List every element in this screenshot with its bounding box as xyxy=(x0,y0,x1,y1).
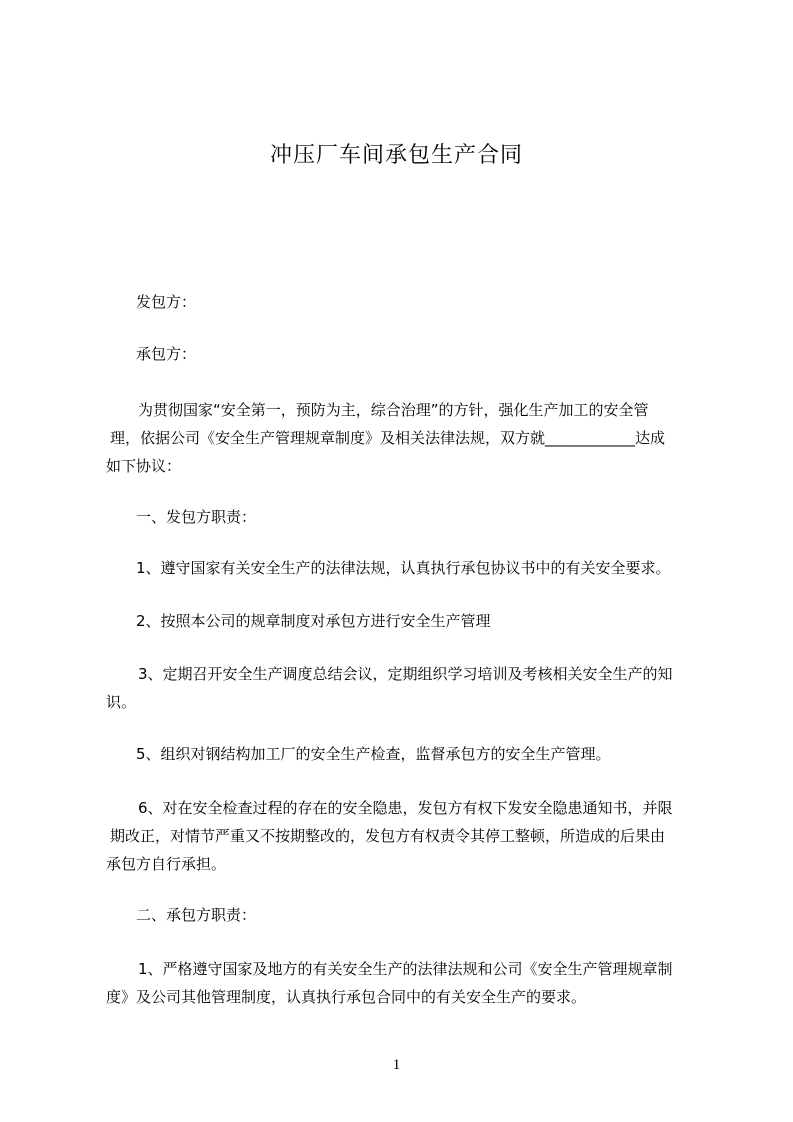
section1-item2-text: 2、按照本公司的规章制度对承包方进行安全生产管理 xyxy=(136,612,491,630)
section2-heading-text: 二、承包方职责： xyxy=(136,906,257,924)
party-b-label xyxy=(106,340,716,368)
party-a-text: 发包方： xyxy=(136,293,197,311)
preamble-paragraph xyxy=(106,396,716,480)
section1-heading xyxy=(106,503,716,531)
section2-item1 xyxy=(106,955,716,1011)
section1-item6-line-3: 承包方自行承担。 xyxy=(106,855,227,873)
preamble-line-2: 理，依据公司《安全生产管理规章制度》及相关法律法规，双方就____________达成 xyxy=(110,429,666,447)
section1-item5-text: 5、组织对钢结构加工厂的安全生产检查，监督承包方的安全生产管理。 xyxy=(136,745,611,763)
party-b-text: 承包方： xyxy=(136,345,197,363)
section1-item6 xyxy=(106,794,716,878)
preamble-line-1: 为贯彻国家“安全第一，预防为主，综合治理”的方针，强化生产加工的安全管 xyxy=(138,401,649,419)
section1-item1 xyxy=(106,554,716,582)
section1-item3-line-2: 识。 xyxy=(106,693,137,711)
section1-heading-text: 一、发包方职责： xyxy=(136,508,257,526)
section1-item3-line-1: 3、定期召开安全生产调度总结会议，定期组织学习培训及考核相关安全生产的知 xyxy=(138,665,673,683)
document-title: 冲压厂车间承包生产合同 xyxy=(269,143,523,168)
section1-item1-text: 1、遵守国家有关安全生产的法律法规，认真执行承包协议书中的有关安全要求。 xyxy=(136,559,671,577)
preamble-line-3: 如下协议： xyxy=(106,457,182,475)
section2-item1-line-1: 1、严格遵守国家及地方的有关安全生产的法律法规和公司《安全生产管理规章制 xyxy=(138,960,673,978)
section1-item6-line-2: 期改正，对情节严重又不按期整改的，发包方有权责令其停工整顿，所造成的后果由 xyxy=(110,827,666,845)
section2-item1-line-2: 度》及公司其他管理制度，认真执行承包合同中的有关安全生产的要求。 xyxy=(106,988,587,1006)
party-a-label xyxy=(106,288,716,316)
section1-item2 xyxy=(106,607,716,635)
section1-item6-line-1: 6、对在安全检查过程的存在的安全隐患，发包方有权下发安全隐患通知书，并限 xyxy=(138,799,673,817)
page-number: 1 xyxy=(392,1057,401,1073)
section1-item5 xyxy=(106,740,716,768)
section1-item3 xyxy=(106,660,716,716)
section2-heading xyxy=(106,901,716,929)
